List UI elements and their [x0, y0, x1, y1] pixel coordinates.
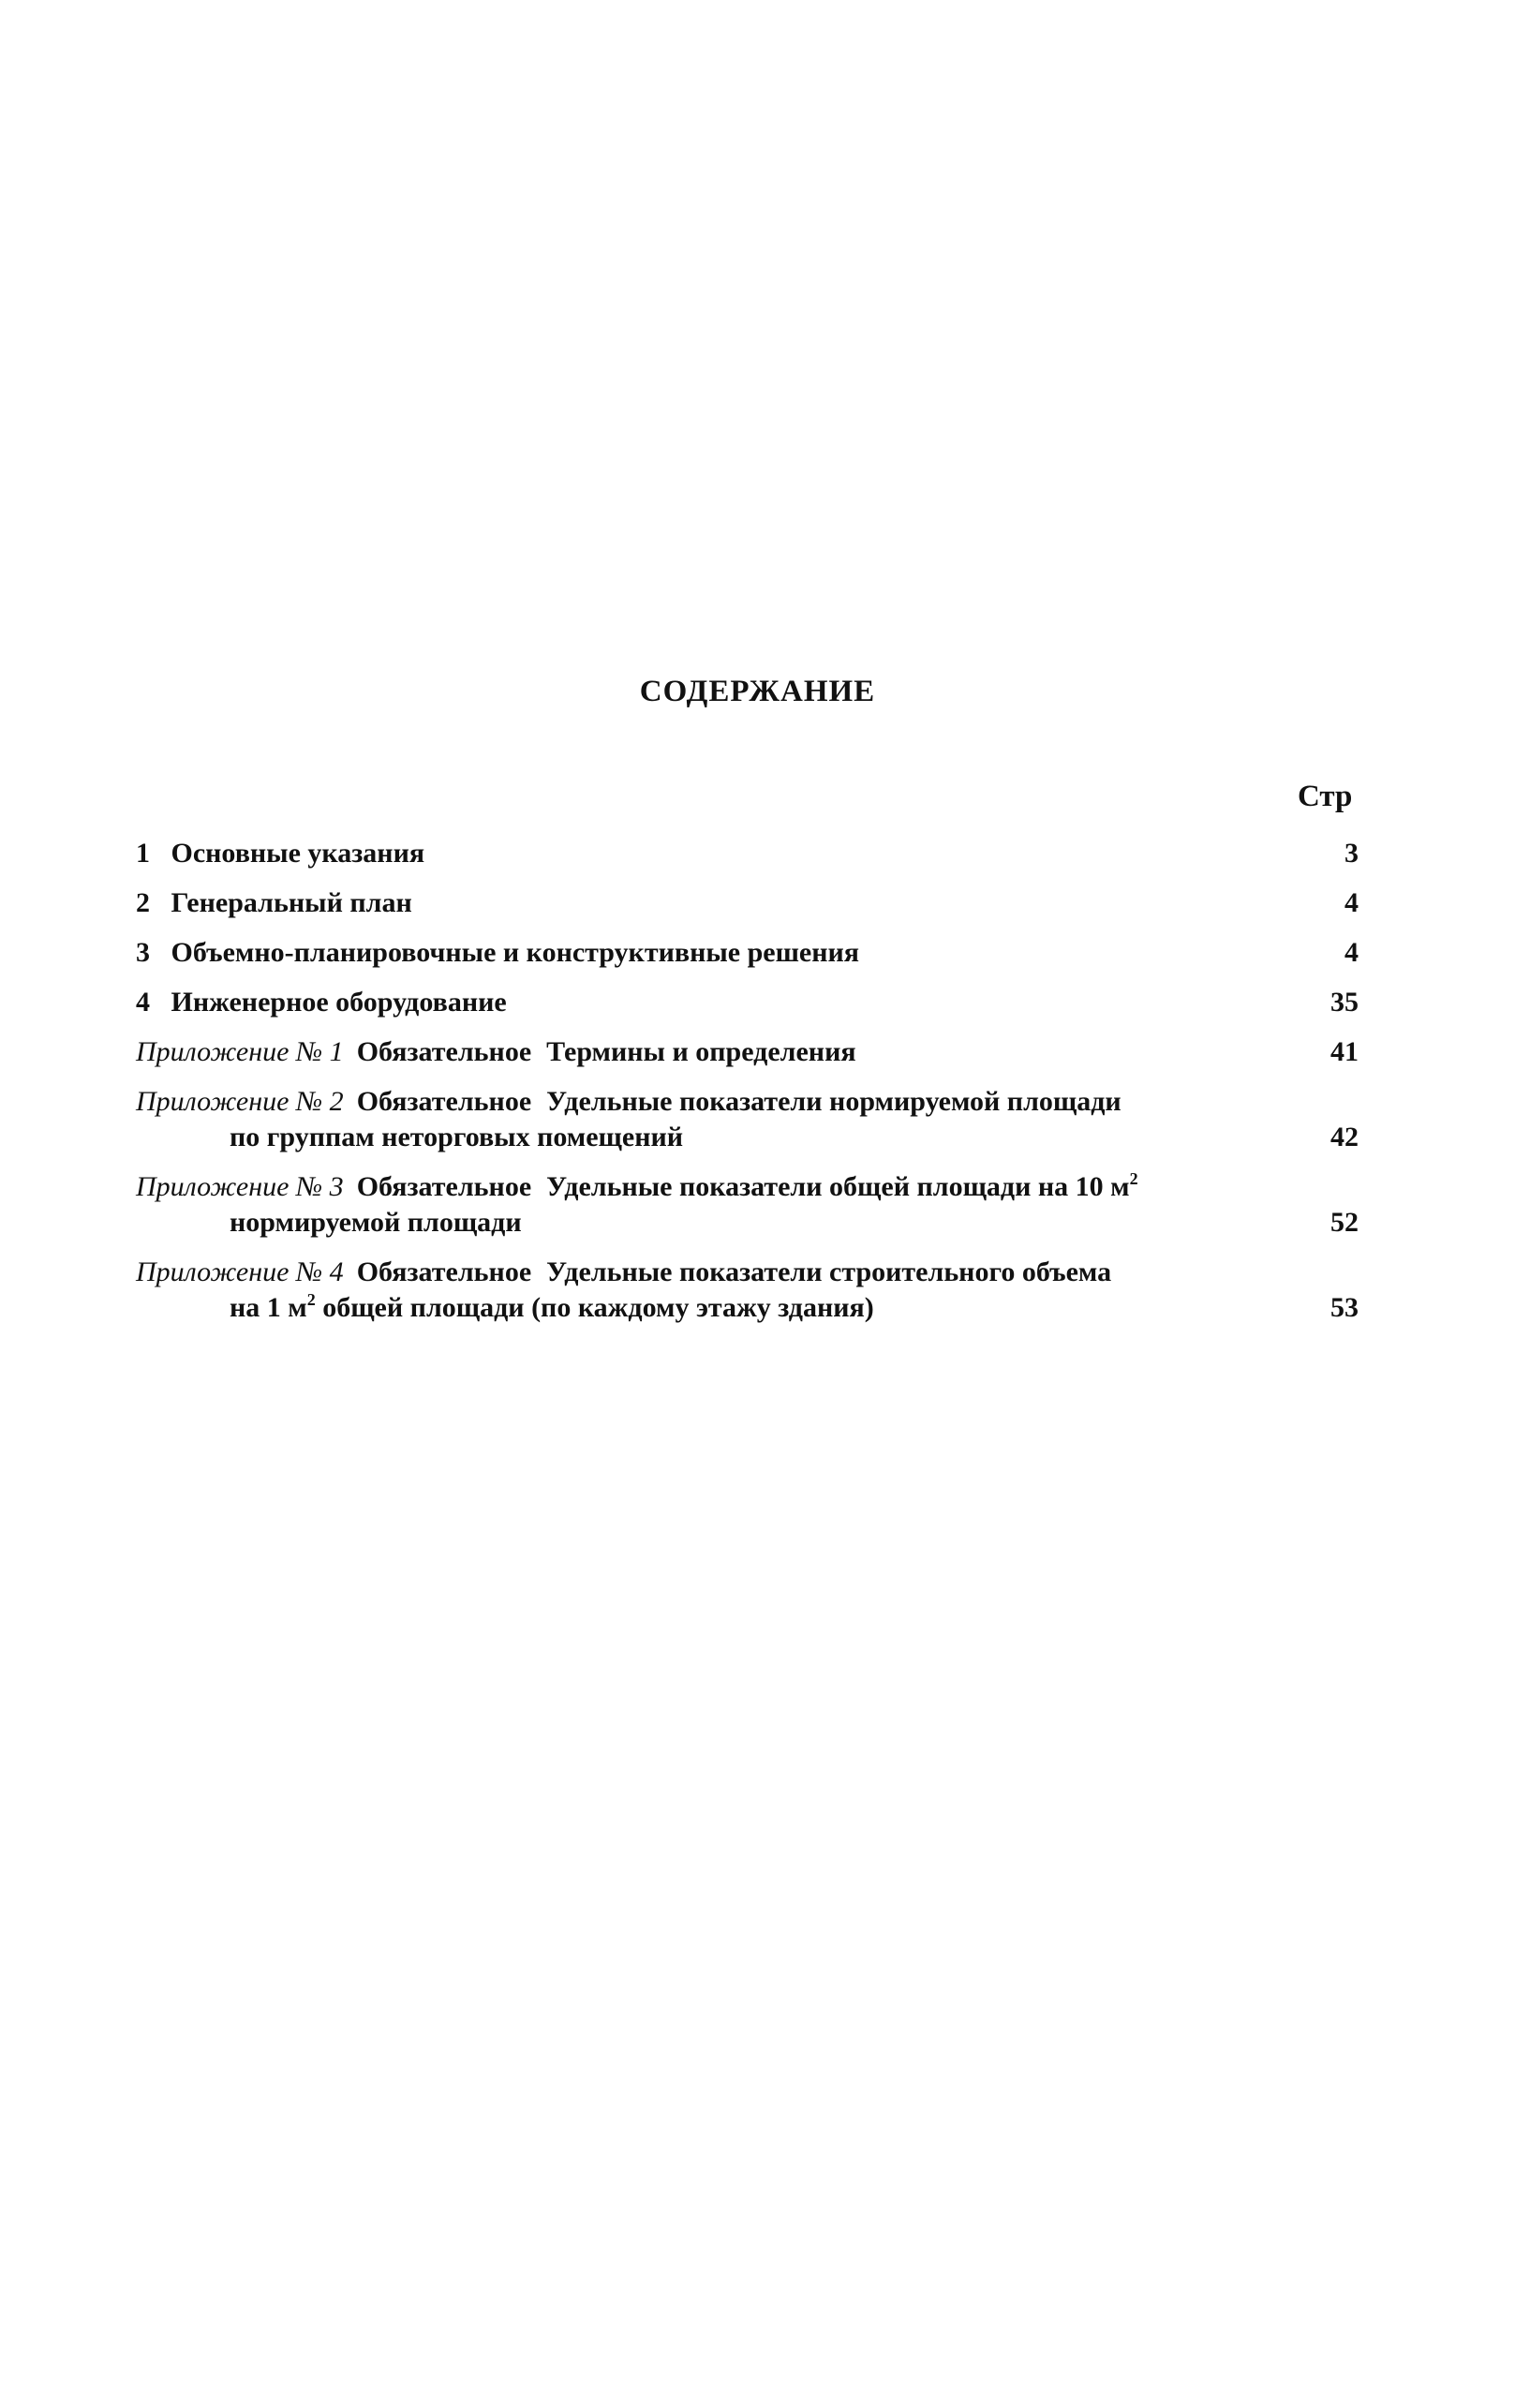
appendix-title: Удельные показатели нормируемой площади [546, 1086, 1121, 1117]
toc-appendix-4[interactable] [136, 1255, 1359, 1326]
toc-appendix-2[interactable] [136, 1084, 1359, 1155]
page-column-header: Стр [1298, 780, 1353, 813]
toc-entry-1[interactable] [136, 836, 1359, 871]
appendix-kind: Обязательное [356, 1086, 532, 1117]
appendix-label: Приложение № 1 [136, 1036, 344, 1067]
appendix-title: Удельные показатели общей площади на 10 м [546, 1171, 1130, 1202]
toc-entry-title: Основные указания [171, 838, 425, 869]
appendix-title: Термины и определения [546, 1036, 856, 1067]
toc-entry-number: 4 [136, 987, 150, 1018]
toc-entry-page: 4 [1344, 937, 1359, 968]
appendix-label: Приложение № 4 [136, 1256, 344, 1287]
toc-entry-page: 53 [1330, 1292, 1359, 1323]
appendix-kind: Обязательное [356, 1256, 532, 1287]
toc-entry-number: 3 [136, 937, 150, 968]
appendix-title-continuation: по группам неторговых помещений [230, 1122, 684, 1152]
appendix-title-cont-a: на 1 м [230, 1292, 307, 1323]
toc-appendix-3[interactable] [136, 1169, 1359, 1241]
toc-entry-3[interactable] [136, 935, 1359, 971]
appendix-kind: Обязательное [356, 1171, 532, 1202]
table-of-contents [136, 825, 1359, 1326]
toc-entry-title: Генеральный план [171, 887, 412, 918]
toc-entry-page: 3 [1344, 838, 1359, 869]
appendix-kind: Обязательное [356, 1036, 532, 1067]
toc-entry-page: 35 [1330, 987, 1359, 1018]
toc-entry-page: 41 [1330, 1036, 1359, 1067]
toc-title: СОДЕРЖАНИЕ [639, 675, 876, 708]
toc-entry-page: 4 [1344, 887, 1359, 918]
appendix-label: Приложение № 2 [136, 1086, 344, 1117]
superscript: 2 [306, 1290, 316, 1309]
toc-entry-page: 52 [1330, 1207, 1359, 1238]
appendix-label: Приложение № 3 [136, 1171, 344, 1202]
toc-appendix-1[interactable] [136, 1034, 1359, 1070]
toc-entry-title: Инженерное оборудование [171, 987, 507, 1018]
toc-entry-number: 1 [136, 838, 150, 869]
appendix-title-continuation [136, 1290, 1274, 1326]
toc-entry-number: 2 [136, 887, 150, 918]
appendix-title-cont-b: общей площади (по каждому этажу здания) [315, 1292, 874, 1323]
toc-entry-page: 42 [1330, 1122, 1359, 1152]
appendix-title-continuation: нормируемой площади [230, 1207, 522, 1238]
toc-entry-2[interactable] [136, 885, 1359, 921]
toc-entry-title: Объемно-планировочные и конструктивные решения [171, 937, 860, 968]
toc-entry-4[interactable] [136, 985, 1359, 1020]
superscript: 2 [1129, 1169, 1138, 1188]
appendix-title: Удельные показатели строительного объема [546, 1256, 1112, 1287]
